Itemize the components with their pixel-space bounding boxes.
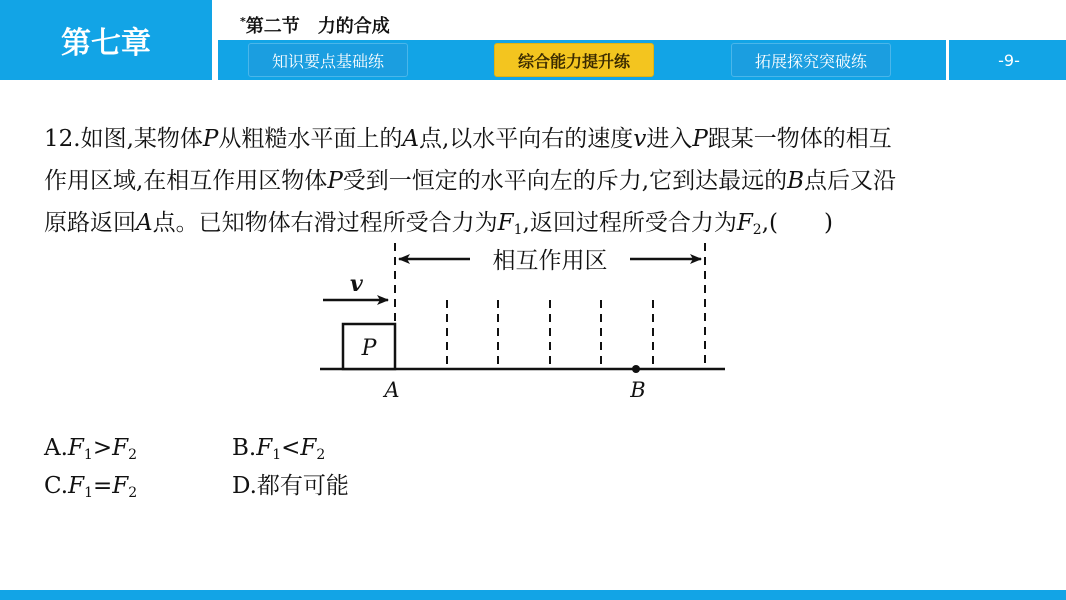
block-label: P: [361, 336, 377, 361]
chapter-title: 第七章: [0, 0, 212, 80]
tab-extension-exploration[interactable]: 拓展探究突破练: [731, 43, 891, 77]
tab-ability-improvement[interactable]: 综合能力提升练: [494, 43, 654, 77]
point-b-label: B: [630, 378, 646, 402]
option-d[interactable]: D.都有可能: [232, 473, 349, 499]
point-b-dot: [632, 365, 640, 373]
option-b[interactable]: $B.F_1<F_2$: [232, 435, 326, 463]
tab-basic-practice[interactable]: 知识要点基础练: [248, 43, 408, 77]
point-a-label: A: [384, 378, 400, 402]
page-number: -9-: [998, 50, 1020, 70]
question-line-2: 作用区域,在相互作用区物体P受到一恒定的水平向左的斥力,它到达最远的B点后又沿: [44, 168, 897, 194]
footer-bar: [0, 590, 1066, 600]
section-label: 第二节 力的合成: [245, 16, 390, 37]
option-a[interactable]: $A.F_1>F_2$: [44, 435, 137, 463]
section-mark: *: [240, 15, 246, 28]
question-line-1: 12.如图,某物体P从粗糙水平面上的A点,以水平向右的速度v进入P跟某一物体的相互: [44, 126, 892, 152]
zone-label: 相互作用区: [492, 248, 608, 274]
question-line-3: 原路返回A点。已知物体右滑过程所受合力为$F_1$,返回过程所受合力为$F_2$,( ): [44, 210, 833, 238]
option-c[interactable]: $C.F_1=F_2$: [44, 473, 138, 501]
velocity-label: v: [350, 271, 363, 297]
